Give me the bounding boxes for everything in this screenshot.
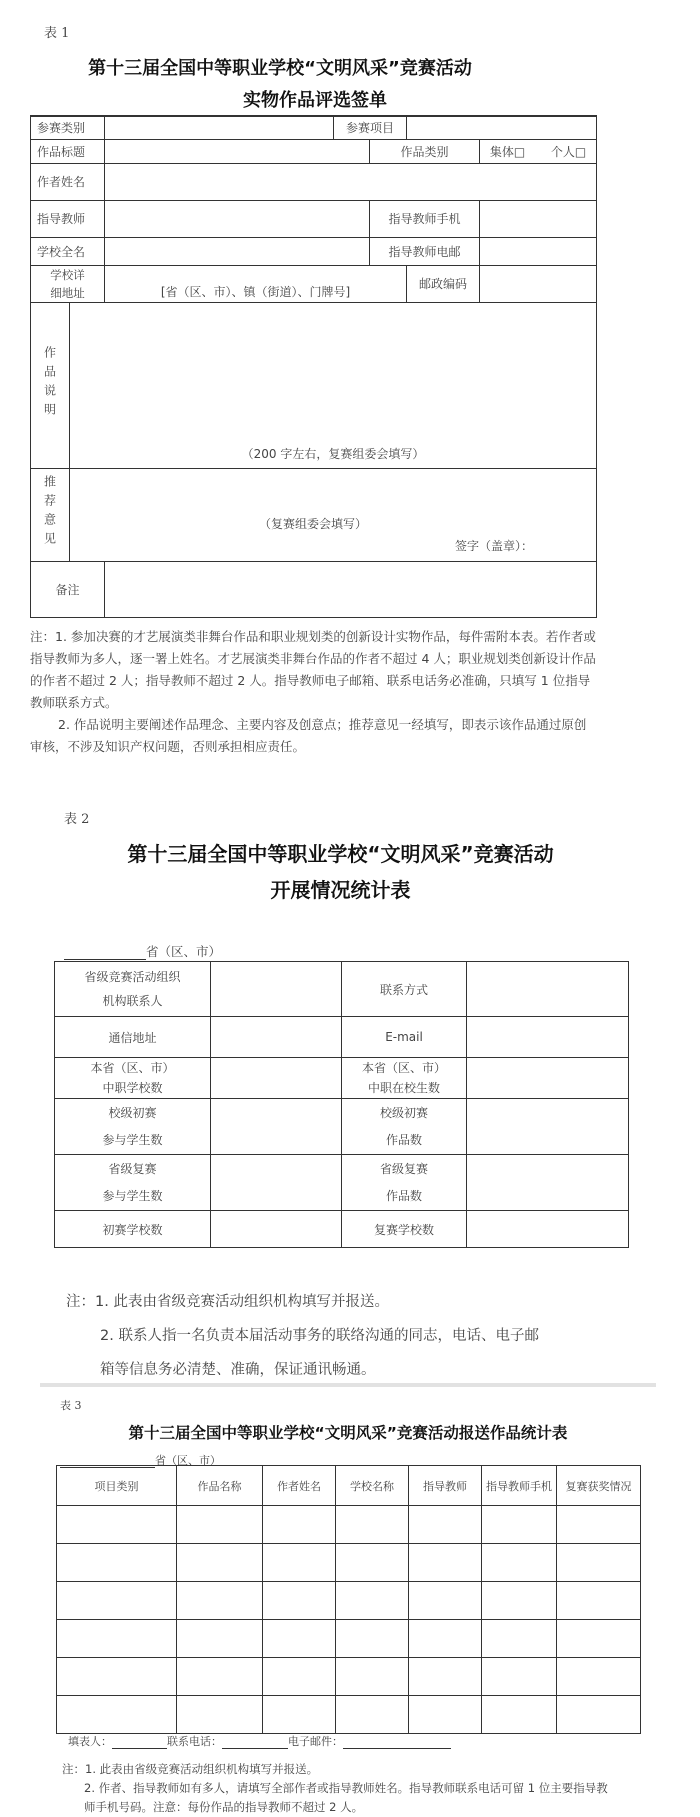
contact-person-line1: 省级竞赛活动组织: [84, 970, 181, 984]
phone-label: 联系电话：: [167, 1735, 222, 1748]
semifinal-works-line2: 作品数: [385, 1188, 422, 1203]
table3-cell[interactable]: [482, 1658, 557, 1696]
table3-cell[interactable]: [409, 1658, 482, 1696]
table3-cell[interactable]: [177, 1658, 263, 1696]
work-title-field[interactable]: [105, 139, 370, 163]
school-count-line1: 本省（区、市）: [90, 1061, 175, 1075]
table3-cell[interactable]: [557, 1696, 641, 1734]
table3-header-cell: 项目类别: [57, 1466, 177, 1506]
table1-title-line2: 实物作品评选签单: [243, 90, 387, 111]
table1-title-line1: 第十三届全国中等职业学校“文明风采”竞赛活动: [88, 58, 472, 79]
school-address-label: [31, 265, 105, 302]
student-count-line1: 本省（区、市）: [361, 1061, 446, 1075]
semifinal-schools-field[interactable]: [467, 1211, 629, 1248]
prelim-works-label: [342, 1099, 467, 1155]
table3-cell[interactable]: [336, 1506, 409, 1544]
table3-header-cell: 作品名称: [177, 1466, 263, 1506]
table3-header-cell: 指导教师手机: [482, 1466, 557, 1506]
table3-note-3: 师手机号码。注意：每份作品的指导教师不超过 2 人。: [84, 1800, 364, 1814]
table3-header-cell: 学校名称: [336, 1466, 409, 1506]
remarks-field[interactable]: [105, 561, 597, 617]
province-suffix: 省（区、市）: [146, 944, 222, 959]
contact-method-field[interactable]: [467, 962, 629, 1017]
contact-person-label: [55, 962, 211, 1017]
advisor-email-label: 指导教师电邮: [370, 237, 480, 265]
semifinal-students-line2: 参与学生数: [102, 1188, 163, 1203]
table3-cell[interactable]: [557, 1582, 641, 1620]
table1-form: [30, 115, 597, 618]
school-name-label: 学校全名: [31, 237, 105, 265]
mailing-address-label: 通信地址: [55, 1017, 211, 1058]
work-title-label: 作品标题: [31, 139, 105, 163]
school-count-field[interactable]: [211, 1058, 342, 1099]
table2-title-line2: 开展情况统计表: [270, 878, 411, 902]
postal-code-field[interactable]: [480, 265, 597, 302]
table3-cell[interactable]: [336, 1582, 409, 1620]
table3-cell[interactable]: [177, 1506, 263, 1544]
table3-notes: [62, 1746, 652, 1817]
table3-header-row: [57, 1466, 641, 1506]
student-count-label: [342, 1058, 467, 1099]
table3-cell[interactable]: [263, 1620, 336, 1658]
student-count-field[interactable]: [467, 1058, 629, 1099]
semifinal-works-label: [342, 1155, 467, 1211]
table2-note-3: 箱等信息务必清楚、准确，保证通讯畅通。: [100, 1362, 376, 1378]
work-type-label: 作品类别: [370, 139, 480, 163]
entry-category-field[interactable]: [105, 116, 334, 139]
table3-works: [56, 1465, 641, 1734]
table3-cell[interactable]: [557, 1506, 641, 1544]
table1-notes: [30, 626, 596, 758]
semifinal-students-label: [55, 1155, 211, 1211]
table3-title: 第十三届全国中等职业学校“文明风采”竞赛活动报送作品统计表: [128, 1424, 568, 1442]
email-label-3: 电子邮件：: [288, 1735, 343, 1748]
table3-cell[interactable]: [263, 1696, 336, 1734]
school-address-label-line2: 细地址: [50, 285, 85, 300]
province-blank[interactable]: [64, 959, 146, 960]
prelim-works-line1: 校级初赛: [379, 1105, 428, 1120]
advisor-label: 指导教师: [31, 200, 105, 237]
semifinal-students-line1: 省级复赛: [108, 1161, 157, 1176]
address-hint: [省（区、市）、镇（街道）、门牌号]: [160, 284, 351, 299]
table3-cell[interactable]: [57, 1696, 177, 1734]
semifinal-schools-label: 复赛学校数: [342, 1211, 467, 1248]
table2-tag: 表 2: [64, 812, 90, 827]
table3-cell[interactable]: [263, 1544, 336, 1582]
advisor-field[interactable]: [105, 200, 370, 237]
contact-person-line2: 机构联系人: [102, 994, 163, 1008]
table3-cell[interactable]: [263, 1658, 336, 1696]
table3-cell[interactable]: [177, 1582, 263, 1620]
table3-header-cell: 复赛获奖情况: [557, 1466, 641, 1506]
table3-cell[interactable]: [482, 1544, 557, 1582]
table3-cell[interactable]: [336, 1620, 409, 1658]
table2-note-2: 2. 联系人指一名负责本届活动事务的联络沟通的同志，电话、电子邮: [100, 1328, 539, 1344]
table3-header-cell: 作者姓名: [263, 1466, 336, 1506]
table3-cell[interactable]: [336, 1544, 409, 1582]
postal-code-label: 邮政编码: [407, 265, 480, 302]
entry-project-label: 参赛项目: [334, 116, 407, 139]
mailing-address-field[interactable]: [211, 1017, 342, 1058]
prelim-students-line1: 校级初赛: [108, 1105, 157, 1120]
recommendation-field[interactable]: [70, 468, 597, 561]
prelim-students-label: [55, 1099, 211, 1155]
advisor-phone-label: 指导教师手机: [370, 200, 480, 237]
prelim-students-field[interactable]: [211, 1099, 342, 1155]
table3-cell[interactable]: [482, 1620, 557, 1658]
table3-cell[interactable]: [263, 1506, 336, 1544]
work-description-label-text: 作品说明: [42, 345, 57, 422]
student-count-line2: 中职在校生数: [367, 1081, 440, 1095]
table2-note-1: 注：1. 此表由省级竞赛活动组织机构填写并报送。: [66, 1294, 389, 1310]
table3-cell[interactable]: [409, 1506, 482, 1544]
prelim-works-line2: 作品数: [385, 1132, 422, 1147]
table3-cell[interactable]: [57, 1544, 177, 1582]
table2-title-line1: 第十三届全国中等职业学校“文明风采”竞赛活动: [127, 842, 554, 866]
table2-stats: [54, 961, 629, 1248]
table-row: [57, 1696, 641, 1734]
table3-cell[interactable]: [482, 1506, 557, 1544]
table2-province-line: [64, 942, 221, 960]
table3-cell[interactable]: [557, 1544, 641, 1582]
table3-cell[interactable]: [57, 1620, 177, 1658]
table3-tag: 表 3: [60, 1399, 82, 1412]
semifinal-students-field[interactable]: [211, 1155, 342, 1211]
table3-cell[interactable]: [557, 1658, 641, 1696]
table3-cell[interactable]: [409, 1582, 482, 1620]
table1-note-2: 2. 作品说明主要阐述作品理念、主要内容及创意点；推荐意见一经填写，即表示该作品通过原创审核，不涉及知识产权问题，否则承担相应责任。: [30, 717, 587, 754]
work-type-options: [480, 139, 597, 163]
table3-cell[interactable]: [409, 1696, 482, 1734]
table3-cell[interactable]: [177, 1696, 263, 1734]
school-name-field[interactable]: [105, 237, 370, 265]
email-label: E-mail: [342, 1017, 467, 1058]
table3-cell[interactable]: [177, 1620, 263, 1658]
recommendation-hint: （复赛组委会填写）: [259, 516, 368, 531]
table3-header-cell: 指导教师: [409, 1466, 482, 1506]
advisor-email-field[interactable]: [480, 237, 597, 265]
table-row: [57, 1582, 641, 1620]
individual-checkbox[interactable]: 个人□: [550, 144, 587, 159]
semifinal-works-field[interactable]: [467, 1155, 629, 1211]
description-hint: （200 字左右，复赛组委会填写）: [241, 446, 425, 461]
section-divider: [40, 1383, 656, 1387]
table1-tag: 表 1: [44, 26, 70, 41]
province-suffix-3: 省（区、市）: [155, 1454, 221, 1467]
table3-cell[interactable]: [409, 1544, 482, 1582]
author-name-label: 作者姓名: [31, 163, 105, 200]
work-description-field[interactable]: [70, 302, 597, 468]
table2-notes: [66, 1285, 636, 1387]
school-count-line2: 中职学校数: [102, 1081, 163, 1095]
table-row: [57, 1544, 641, 1582]
table3-cell[interactable]: [482, 1696, 557, 1734]
table3-cell[interactable]: [409, 1620, 482, 1658]
email-field[interactable]: [467, 1017, 629, 1058]
table3-cell[interactable]: [482, 1582, 557, 1620]
school-address-label-line1: 学校详: [50, 267, 85, 282]
school-address-field[interactable]: [105, 265, 407, 302]
prelim-works-field[interactable]: [467, 1099, 629, 1155]
prelim-schools-label: 初赛学校数: [55, 1211, 211, 1248]
contact-person-field[interactable]: [211, 962, 342, 1017]
work-description-label: [31, 302, 70, 468]
advisor-phone-field[interactable]: [480, 200, 597, 237]
prelim-schools-field[interactable]: [211, 1211, 342, 1248]
entry-category-label: 参赛类别: [31, 116, 105, 139]
table3-cell[interactable]: [57, 1582, 177, 1620]
remarks-label: 备注: [31, 561, 105, 617]
author-name-field[interactable]: [105, 163, 597, 200]
table3-note-2: 2. 作者、指导教师如有多人，请填写全部作者或指导教师姓名。指导教师联系电话可留 1 位主要指导教: [84, 1781, 608, 1795]
recommendation-label: [31, 468, 70, 561]
entry-project-field[interactable]: [407, 116, 597, 139]
table3-cell[interactable]: [263, 1582, 336, 1620]
semifinal-works-line1: 省级复赛: [379, 1161, 428, 1176]
table1-note-1: 注：1. 参加决赛的才艺展演类非舞台作品和职业规划类的创新设计实物作品，每件需附本表。若作者或指导教师为多人，逐一署上姓名。才艺展演类非舞台作品的作者不超过 4 人；职业规划类创新设计作品的作者不超过 2 人；指导教师不超过 2 人。指导教师电子邮箱、联系电话务必准确，只填写 1 位指导教师联系方式。: [30, 629, 596, 710]
recommendation-label-text: 推荐意见: [42, 475, 57, 551]
table-row: [57, 1620, 641, 1658]
table3-cell[interactable]: [57, 1506, 177, 1544]
signature-label: 签字（盖章）：: [455, 538, 534, 553]
prelim-students-line2: 参与学生数: [102, 1132, 163, 1147]
table3-cell[interactable]: [557, 1620, 641, 1658]
filler-label: 填表人：: [68, 1735, 112, 1748]
table-row: [57, 1506, 641, 1544]
table-row: [57, 1658, 641, 1696]
contact-method-label: 联系方式: [342, 962, 467, 1017]
table3-cell[interactable]: [177, 1544, 263, 1582]
collective-checkbox[interactable]: 集体□: [489, 144, 526, 159]
table3-cell[interactable]: [57, 1658, 177, 1696]
school-count-label: [55, 1058, 211, 1099]
table3-note-1: 注：1. 此表由省级竞赛活动组织机构填写并报送。: [62, 1762, 319, 1776]
table3-cell[interactable]: [336, 1658, 409, 1696]
table3-cell[interactable]: [336, 1696, 409, 1734]
